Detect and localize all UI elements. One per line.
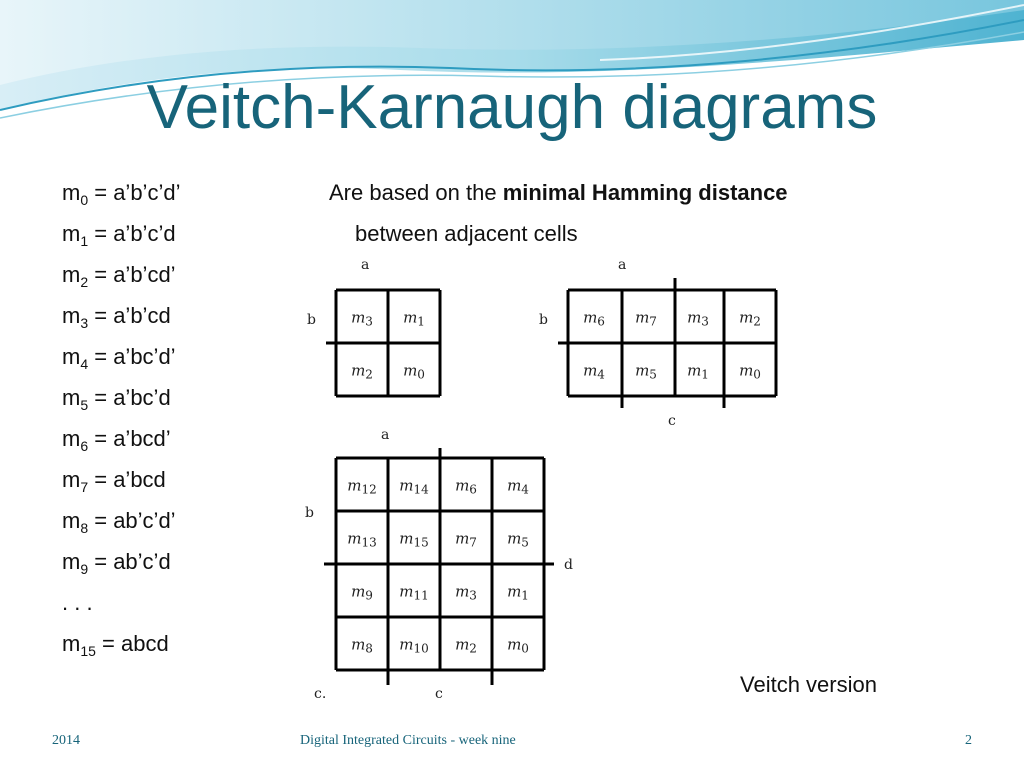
minterm-expression: = abcd — [95, 631, 169, 656]
minterm-index: 0 — [80, 192, 89, 208]
map-cell-label: m1 — [507, 582, 529, 603]
minterm-expression: = a’bcd’ — [88, 426, 171, 451]
minterm-expression: = a’b’cd’ — [88, 262, 176, 287]
map3-label-b: b — [539, 312, 548, 328]
minterm-expression: = ab’c’d’ — [88, 508, 176, 533]
footer-course: Digital Integrated Circuits - week nine — [300, 733, 516, 748]
map-cell-label: m3 — [687, 308, 709, 329]
veitch-map-4-var — [298, 420, 588, 710]
minterm-definition — [62, 303, 171, 329]
map2-label-b: b — [307, 312, 316, 328]
slide-title: Veitch-Karnaugh diagrams — [146, 73, 878, 142]
map-cell-label: m4 — [507, 476, 529, 497]
map-cell-label: m1 — [403, 308, 425, 329]
map-cell-label: m2 — [739, 308, 761, 329]
minterm-index: 1 — [80, 233, 89, 249]
map-cell-label: m2 — [455, 635, 477, 656]
minterm-definition — [62, 385, 171, 411]
veitch-map-3-var — [530, 250, 802, 432]
map-cell-label: m3 — [351, 308, 373, 329]
minterm-expression: = a’b’c’d’ — [88, 180, 181, 205]
map-cell-label: m8 — [351, 635, 373, 656]
minterm-expression: = a’bc’d’ — [88, 344, 176, 369]
minterm-definition — [62, 508, 176, 534]
map4-label-c: c — [435, 686, 443, 702]
minterm-name: m — [62, 631, 81, 656]
minterm-name: m — [62, 549, 81, 574]
minterm-name: m — [62, 385, 81, 410]
minterm-name: m — [62, 508, 81, 533]
minterm-definition — [62, 180, 180, 206]
minterm-name: m — [62, 221, 81, 246]
minterm-expression: = a’bc’d — [88, 385, 171, 410]
map-cell-label: m5 — [507, 529, 529, 550]
map-cell-label: m9 — [351, 582, 373, 603]
map-cell-label: m11 — [399, 582, 429, 603]
map2-label-a: a — [361, 257, 370, 273]
map-cell-label: m5 — [635, 361, 657, 382]
map3-label-a: a — [618, 257, 627, 273]
map-cell-label: m6 — [455, 476, 477, 497]
minterm-index: 6 — [80, 438, 89, 454]
map-cell-label: m14 — [399, 476, 429, 497]
minterm-index: 3 — [80, 315, 89, 331]
map-cell-label: m0 — [739, 361, 761, 382]
minterm-index: 15 — [80, 643, 96, 659]
map-cell-label: m7 — [455, 529, 477, 550]
minterm-definition — [62, 467, 166, 493]
minterm-expression: = a’b’c’d — [88, 221, 176, 246]
description-bold: minimal Hamming distance — [502, 180, 788, 205]
map-cell-label: m4 — [583, 361, 605, 382]
map-cell-label: m12 — [347, 476, 377, 497]
minterm-name: m — [62, 426, 81, 451]
description-line-1: Are based on the minimal Hamming distance — [329, 180, 788, 205]
veitch-version-caption: Veitch version — [740, 672, 877, 697]
map-cell-label: m10 — [399, 635, 429, 656]
minterm-index: 8 — [80, 520, 89, 536]
map4-label-d: d — [564, 557, 573, 573]
minterm-name: m — [62, 262, 81, 287]
map-cell-label: m6 — [583, 308, 605, 329]
minterm-expression: = a’b’cd — [88, 303, 171, 328]
minterm-index: 7 — [80, 479, 89, 495]
minterm-name: m — [62, 303, 81, 328]
footer-page-number: 2 — [965, 733, 972, 748]
map-cell-label: m15 — [399, 529, 429, 550]
minterm-definition — [62, 631, 169, 657]
map-cell-label: m7 — [635, 308, 657, 329]
map-cell-label: m13 — [347, 529, 377, 550]
map4-label-c-left: c. — [314, 686, 327, 702]
minterm-index: 9 — [80, 561, 89, 577]
minterm-definition — [62, 262, 176, 288]
minterm-name: m — [62, 344, 81, 369]
map-cell-label: m3 — [455, 582, 477, 603]
minterm-name: . . . — [62, 590, 93, 615]
minterm-index: 5 — [80, 397, 89, 413]
minterm-name: m — [62, 180, 81, 205]
map-cell-label: m1 — [687, 361, 709, 382]
minterm-definition — [62, 344, 176, 370]
minterm-expression: = ab’c’d — [88, 549, 171, 574]
map-cell-label: m0 — [403, 361, 425, 382]
minterm-definition — [62, 426, 171, 452]
map-cell-label: m0 — [507, 635, 529, 656]
minterm-definition — [62, 221, 176, 247]
map4-label-b: b — [305, 505, 314, 521]
minterm-name: m — [62, 467, 81, 492]
minterm-definition — [62, 549, 171, 575]
footer-year: 2014 — [52, 733, 80, 748]
map4-label-a: a — [381, 427, 390, 443]
map-cell-label: m2 — [351, 361, 373, 382]
veitch-map-2-var — [298, 250, 470, 410]
minterm-definition — [62, 590, 93, 616]
minterm-index: 4 — [80, 356, 89, 372]
map3-label-c: c — [668, 413, 676, 429]
minterm-expression: = a’bcd — [88, 467, 166, 492]
description-line-2: between adjacent cells — [355, 221, 578, 246]
minterm-index: 2 — [80, 274, 89, 290]
